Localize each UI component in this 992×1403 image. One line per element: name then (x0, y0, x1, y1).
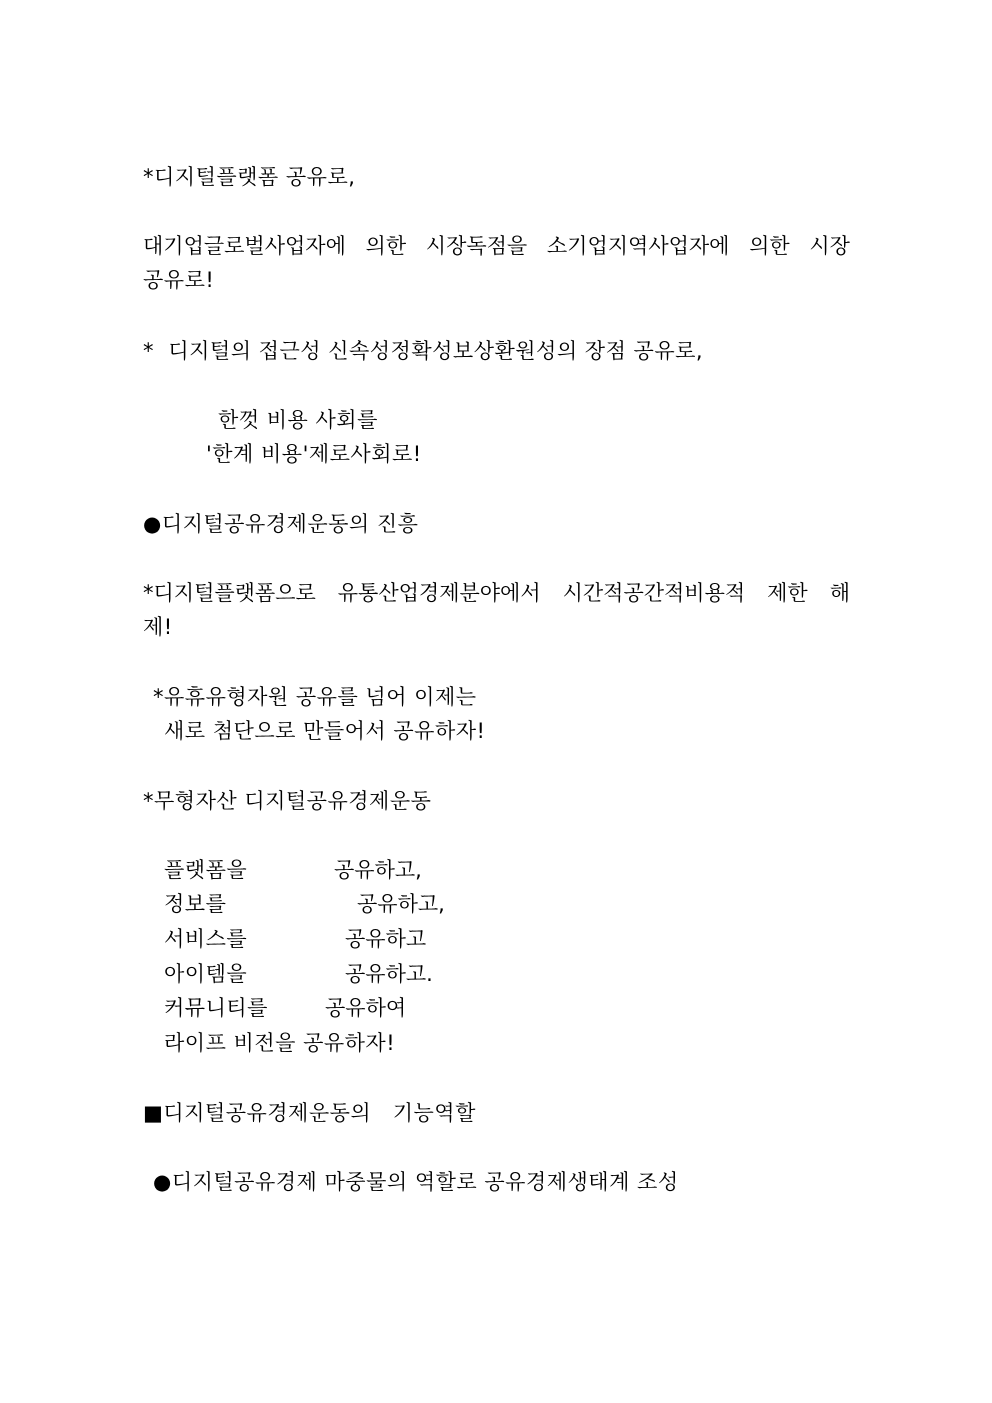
word: *디지털플랫폼으로 (143, 581, 316, 605)
list-item-verb: 공유하고, (357, 892, 445, 916)
paragraph-restriction-line2: 제! (143, 615, 173, 639)
paragraph-restriction-line1 (143, 576, 850, 610)
list-item-label: 서비스를 (164, 927, 248, 951)
paragraph-market-sharing-line2: 공유로! (143, 268, 215, 292)
list-final-line: 라이프 비전을 공유하자! (164, 1031, 396, 1055)
list-item-label: 정보를 (164, 892, 227, 916)
word: 해 (829, 581, 850, 605)
list-item-verb: 공유하고 (345, 927, 427, 951)
word: 유통산업경제분야에서 (337, 581, 541, 605)
paragraph-idle-resources-line2: 새로 첨단으로 만들어서 공유하자! (164, 719, 486, 743)
list-item-label: 커뮤니티를 (164, 996, 268, 1020)
list-item-verb: 공유하고. (345, 962, 433, 986)
paragraph-digital-advantages: * 디지털의 접근성 신속성정확성보상환원성의 장점 공유로, (143, 339, 704, 363)
word: 시장독점을 (425, 234, 528, 258)
paragraph-cost-society-line2: '한계 비용'제로사회로! (206, 442, 422, 466)
word: 의한 (365, 234, 407, 258)
list-item-verb: 공유하고, (334, 858, 422, 882)
word: 소기업지역사업자에 (546, 234, 730, 258)
list-item-label: 플랫폼을 (164, 858, 248, 882)
word: 대기업글로벌사업자에 (143, 234, 346, 258)
paragraph-cost-society-line1: 한껏 비용 사회를 (218, 408, 378, 432)
heading-promotion: ●디지털공유경제운동의 진흥 (143, 512, 419, 536)
paragraph-idle-resources-line1: *유휴유형자원 공유를 넘어 이제는 (153, 685, 477, 709)
word: 제한 (767, 581, 808, 605)
word: 의한 (749, 234, 790, 258)
list-item-label: 아이템을 (164, 962, 248, 986)
heading-ecosystem: ●디지털공유경제 마중물의 역할로 공유경제생태계 조성 (153, 1170, 679, 1194)
list-item-verb: 공유하여 (325, 996, 407, 1020)
word: 시간적공간적비용적 (562, 581, 746, 605)
paragraph-intangible-assets: *무형자산 디지털공유경제운동 (143, 789, 432, 813)
paragraph-market-sharing-line1 (143, 229, 850, 263)
heading-function-role: ■디지털공유경제운동의 기능역할 (143, 1101, 476, 1125)
word: 시장 (809, 234, 850, 258)
paragraph-platform-sharing: *디지털플랫폼 공유로, (143, 165, 356, 189)
